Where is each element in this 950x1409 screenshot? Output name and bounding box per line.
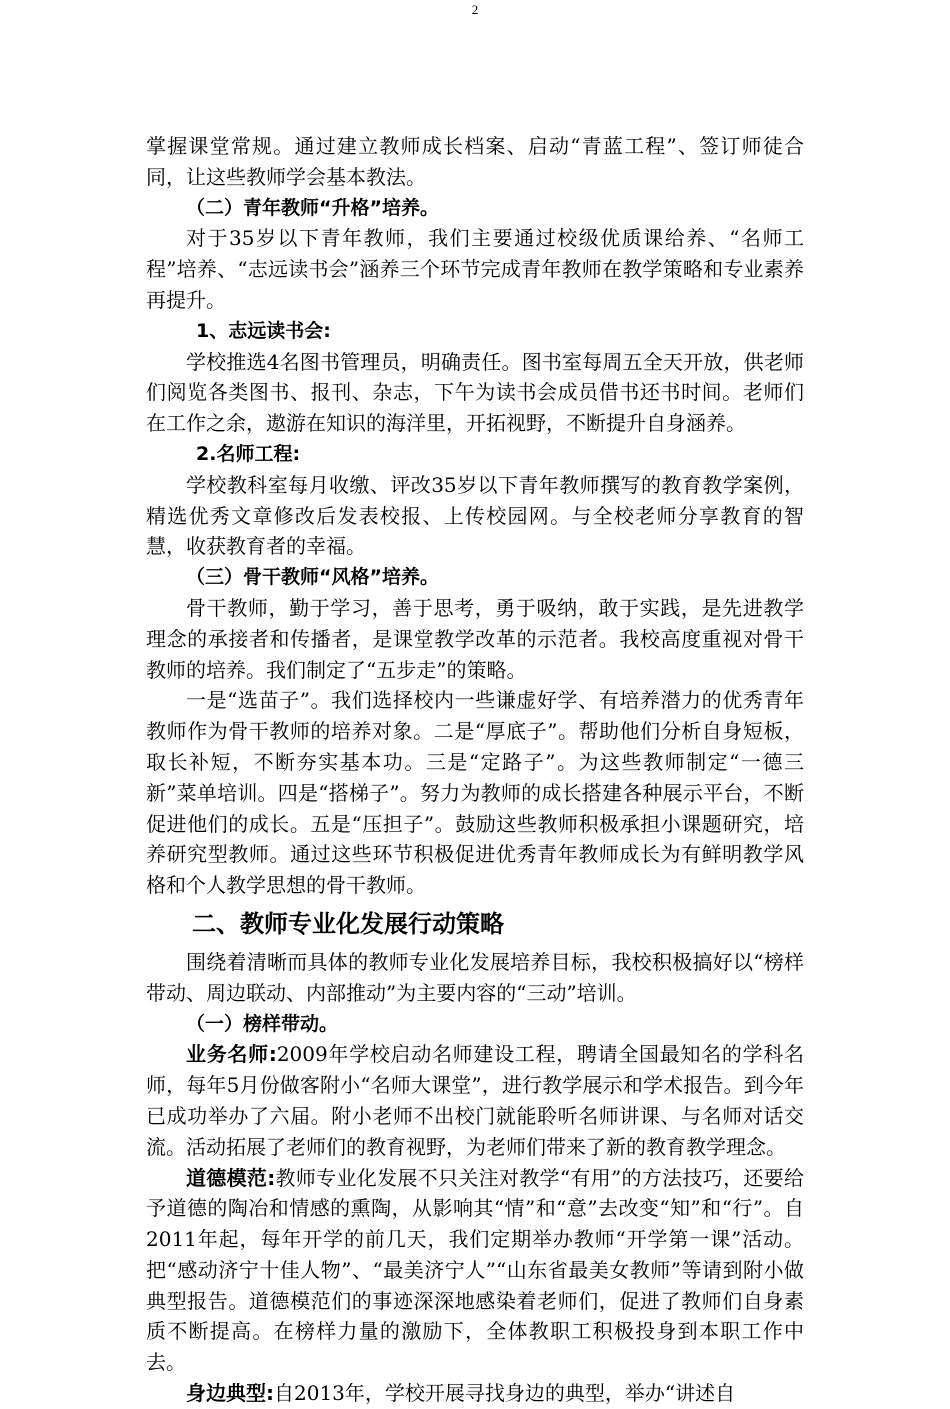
heading-famous-teacher-project: 2.名师工程: <box>196 442 301 465</box>
paragraph-strategy: 围绕着清晰而具体的教师专业化发展培养目标，我校积极搞好以“榜样带动、周边联动、内部推动”为主要内容的“三动”培训。 <box>146 949 804 1005</box>
text-moral-model: 教师专业化发展不只关注对教学“有用”的方法技巧，还要给予道德的陶冶和情感的熏陶，从影响其“情”和“意”去改变“知”和“行”。自2011年起，每年开学的前几天，我们定期举办教师“开学第一课”活动。把“感动济宁十佳人物”、“最美济宁人”“山东省最美女教师”等请到附小做典型报告。道德模范们的事迹深深地感染着老师们，促进了教师们自身素质不断提高。在榜样力量的激励下，全体教职工积极投身到本职工作中去。 <box>146 1165 804 1375</box>
lead-business-teacher: 业务名师: <box>186 1042 277 1067</box>
heading-role-model: （一）榜样带动。 <box>186 1012 339 1035</box>
paragraph-nearby-model <box>146 1378 804 1409</box>
lead-moral-model: 道德模范: <box>186 1165 276 1190</box>
heading-reading-club: 1、志远读书会: <box>196 319 331 342</box>
paragraph-famous-teacher-project: 学校教科室每月收缴、评改35岁以下青年教师撰写的教育教学案例，精选优秀文章修改后发表校报、上传校园网。与全校老师分享教育的智慧，收获教育者的幸福。 <box>146 472 804 559</box>
paragraph-reading-club: 学校推选4名图书管理员，明确责任。图书室每周五全天开放，供老师们阅览各类图书、报刊、杂志，下午为读书会成员借书还书时间。老师们在工作之余，遨游在知识的海洋里，开拓视野，不断提升自身涵养。 <box>146 349 804 436</box>
paragraph-youth-teachers: 对于35岁以下青年教师，我们主要通过校级优质课给养、“名师工程”培养、“志远读书会”涵养三个环节完成青年教师在教学策略和专业素养再提升。 <box>146 226 804 312</box>
page-number: 2 <box>471 2 479 17</box>
document-body <box>146 131 804 1409</box>
paragraph-moral-model <box>146 1163 804 1379</box>
paragraph-business-teacher <box>146 1039 804 1162</box>
section-heading-strategy: 二、教师专业化发展行动策略 <box>192 909 504 938</box>
heading-backbone-teachers: （三）骨干教师“风格”培养。 <box>186 566 439 589</box>
paragraph-backbone-2: 一是“选苗子”。我们选择校内一些谦虚好学、有培养潜力的优秀青年教师作为骨干教师的培养对象。二是“厚底子”。帮助他们分析自身短板，取长补短，不断夯实基本功。三是“定路子”。为这些教师制定“一德三新”菜单培训。四是“搭梯子”。努力为教师的成长搭建各种展示平台，不断促进他们的成长。五是“压担子”。鼓励这些教师积极承担小课题研究，培养研究型教师。通过这些环节积极促进优秀青年教师成长为有鲜明教学风格和个人教学思想的骨干教师。 <box>146 688 804 898</box>
lead-nearby-model: 身边典型: <box>186 1381 274 1406</box>
text-business-teacher: 2009年学校启动名师建设工程，聘请全国最知名的学科名师，每年5月份做客附小“名师大课堂”，进行教学展示和学术报告。到今年已成功举办了六届。附小老师不出校门就能聆听名师讲课、与名师对话交流。活动拓展了老师们的教育视野，为老师们带来了新的教育教学理念。 <box>146 1042 804 1159</box>
paragraph-backbone-1: 骨干教师，勤于学习，善于思考，勇于吸纳，敢于实践，是先进教学理念的承接者和传播者，是课堂教学改革的示范者。我校高度重视对骨干教师的培养。我们制定了“五步走”的策略。 <box>146 595 804 682</box>
paragraph-intro: 掌握课堂常规。通过建立教师成长档案、启动“青蓝工程”、签订师徒合同，让这些教师学会基本教法。 <box>146 134 804 189</box>
text-nearby-model: 自2013年，学校开展寻找身边的典型，举办“讲述自 <box>274 1381 736 1406</box>
heading-youth-teachers: （二）青年教师“升格”培养。 <box>186 196 439 219</box>
